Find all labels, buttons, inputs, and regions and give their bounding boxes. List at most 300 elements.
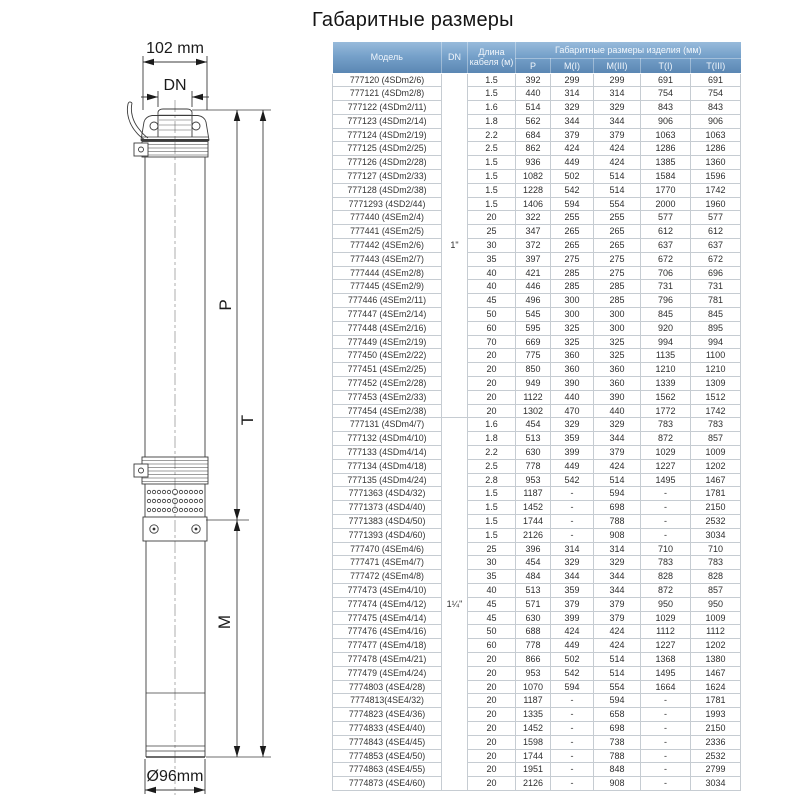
- dimension-value-cell: 1286: [691, 142, 741, 156]
- dimension-value-cell: 470: [551, 404, 594, 418]
- motor-body: [146, 541, 205, 757]
- dimension-value-cell: 1742: [691, 404, 741, 418]
- cable-length-cell: 20: [468, 390, 516, 404]
- header-dn: DN: [442, 42, 468, 73]
- dimension-value-cell: 1187: [516, 487, 551, 501]
- cable-length-cell: 1.5: [468, 73, 516, 87]
- model-cell: 777442 (4SEm2/6): [333, 239, 442, 253]
- dimension-value-cell: 1495: [641, 473, 691, 487]
- dimension-value-cell: 3034: [691, 528, 741, 542]
- model-cell: 777134 (4SDm4/18): [333, 459, 442, 473]
- dimension-value-cell: 379: [551, 128, 594, 142]
- dn-group-cell: 1": [442, 73, 468, 418]
- cable-length-cell: 1.6: [468, 418, 516, 432]
- dimension-value-cell: 571: [516, 597, 551, 611]
- label-m: M: [215, 614, 234, 630]
- dimension-value-cell: 1122: [516, 390, 551, 404]
- model-cell: 7771293 (4SD2/44): [333, 197, 442, 211]
- cable-length-cell: 70: [468, 335, 516, 349]
- dimension-value-cell: 390: [551, 377, 594, 391]
- dimension-value-cell: 1744: [516, 749, 551, 763]
- dimension-value-cell: 594: [551, 680, 594, 694]
- dimension-value-cell: 514: [594, 666, 641, 680]
- dimension-value-cell: 440: [516, 87, 551, 101]
- dimension-value-cell: 325: [551, 321, 594, 335]
- dimension-value-cell: 1467: [691, 473, 741, 487]
- cable-length-cell: 20: [468, 708, 516, 722]
- dimension-value-cell: 672: [641, 252, 691, 266]
- table-row: [333, 556, 741, 570]
- dimension-value-cell: 255: [551, 211, 594, 225]
- dimension-value-cell: 440: [594, 404, 641, 418]
- dimension-value-cell: 502: [551, 652, 594, 666]
- dimension-value-cell: -: [641, 735, 691, 749]
- dimension-value-cell: 920: [641, 321, 691, 335]
- model-cell: 777473 (4SEm4/10): [333, 583, 442, 597]
- dimension-value-cell: 637: [691, 239, 741, 253]
- table-row: [333, 225, 741, 239]
- dimension-value-cell: 424: [551, 142, 594, 156]
- dimension-value-cell: 1772: [641, 404, 691, 418]
- dimension-value-cell: -: [641, 721, 691, 735]
- cable-length-cell: 40: [468, 280, 516, 294]
- dimension-value-cell: 379: [594, 128, 641, 142]
- cable-length-cell: 2.5: [468, 459, 516, 473]
- cable-length-cell: 30: [468, 556, 516, 570]
- dimension-value-cell: 612: [691, 225, 741, 239]
- cable-length-cell: 20: [468, 363, 516, 377]
- model-cell: 777445 (4SEm2/9): [333, 280, 442, 294]
- dimension-value-cell: 285: [594, 294, 641, 308]
- model-cell: 777476 (4SEm4/16): [333, 625, 442, 639]
- dimension-value-cell: 595: [516, 321, 551, 335]
- dimension-value-cell: 866: [516, 652, 551, 666]
- dimension-value-cell: 2799: [691, 763, 741, 777]
- table-row: [333, 87, 741, 101]
- cable-length-cell: 25: [468, 225, 516, 239]
- dimension-value-cell: -: [551, 721, 594, 735]
- dimension-value-cell: 1009: [691, 611, 741, 625]
- dimension-value-cell: 542: [551, 473, 594, 487]
- cable-length-cell: 1.5: [468, 170, 516, 184]
- dimension-value-cell: 688: [516, 625, 551, 639]
- dimension-m-line: [234, 520, 240, 757]
- table-row: [333, 335, 741, 349]
- dimension-value-cell: 857: [691, 583, 741, 597]
- dimension-value-cell: 754: [641, 87, 691, 101]
- dimension-value-cell: 300: [551, 294, 594, 308]
- dimension-value-cell: 850: [516, 363, 551, 377]
- table-row: [333, 377, 741, 391]
- dimension-value-cell: 300: [594, 308, 641, 322]
- dimension-value-cell: 344: [594, 432, 641, 446]
- dimension-value-cell: 1385: [641, 156, 691, 170]
- model-cell: 7771383 (4SD4/50): [333, 515, 442, 529]
- dimension-value-cell: 379: [594, 446, 641, 460]
- cable-length-cell: 20: [468, 749, 516, 763]
- dimension-value-cell: -: [641, 694, 691, 708]
- table-row: [333, 73, 741, 87]
- model-cell: 777474 (4SEm4/12): [333, 597, 442, 611]
- dimension-value-cell: 329: [594, 101, 641, 115]
- table-row: [333, 170, 741, 184]
- dimension-value-cell: 1993: [691, 708, 741, 722]
- dimension-value-cell: 949: [516, 377, 551, 391]
- dimension-value-cell: 265: [594, 225, 641, 239]
- header-m3: M(III): [594, 58, 641, 73]
- dimension-value-cell: 1286: [641, 142, 691, 156]
- label-dn: DN: [163, 77, 187, 94]
- dimension-value-cell: 637: [641, 239, 691, 253]
- dimension-value-cell: 872: [641, 432, 691, 446]
- cable-length-cell: 1.5: [468, 528, 516, 542]
- dimension-value-cell: 788: [594, 749, 641, 763]
- model-cell: 777446 (4SEm2/11): [333, 294, 442, 308]
- cable-length-cell: 20: [468, 763, 516, 777]
- cable-length-cell: 1.6: [468, 101, 516, 115]
- dn-group-cell: 1¼": [442, 418, 468, 791]
- dimension-value-cell: -: [551, 749, 594, 763]
- dimension-value-cell: 696: [691, 266, 741, 280]
- dimension-value-cell: 1339: [641, 377, 691, 391]
- dimension-value-cell: 1596: [691, 170, 741, 184]
- dimension-value-cell: 872: [641, 583, 691, 597]
- dimension-value-cell: 1009: [691, 446, 741, 460]
- dimension-value-cell: 1742: [691, 183, 741, 197]
- dimension-value-cell: 1202: [691, 639, 741, 653]
- cable-length-cell: 50: [468, 625, 516, 639]
- label-102mm: 102 mm: [146, 40, 204, 57]
- table-row: [333, 721, 741, 735]
- dimensions-table-body: [333, 73, 741, 790]
- dimension-value-cell: 1309: [691, 377, 741, 391]
- dimension-value-cell: 2532: [691, 515, 741, 529]
- dimension-value-cell: 630: [516, 446, 551, 460]
- dimension-value-cell: 562: [516, 114, 551, 128]
- dimension-value-cell: 1227: [641, 459, 691, 473]
- dimension-value-cell: 906: [691, 114, 741, 128]
- dimension-value-cell: 710: [641, 542, 691, 556]
- cable-length-cell: 40: [468, 266, 516, 280]
- model-cell: 777441 (4SEm2/5): [333, 225, 442, 239]
- table-row: [333, 363, 741, 377]
- dimension-value-cell: 953: [516, 473, 551, 487]
- header-t3: T(III): [691, 58, 741, 73]
- dimension-value-cell: 300: [551, 308, 594, 322]
- dimension-value-cell: 594: [594, 487, 641, 501]
- dimension-value-cell: 299: [551, 73, 594, 87]
- cable-length-cell: 45: [468, 294, 516, 308]
- model-cell: 777132 (4SDm4/10): [333, 432, 442, 446]
- dimension-value-cell: 731: [641, 280, 691, 294]
- dimension-value-cell: 1452: [516, 501, 551, 515]
- model-cell: 7774823 (4SE4/36): [333, 708, 442, 722]
- header-cable-length: Длина кабеля (м): [468, 42, 516, 73]
- dimension-value-cell: 424: [594, 142, 641, 156]
- dimension-value-cell: 2150: [691, 721, 741, 735]
- dimension-value-cell: 1406: [516, 197, 551, 211]
- cable-length-cell: 20: [468, 721, 516, 735]
- model-cell: 777451 (4SEm2/25): [333, 363, 442, 377]
- table-row: [333, 321, 741, 335]
- dimension-value-cell: 379: [551, 597, 594, 611]
- dimension-value-cell: 994: [641, 335, 691, 349]
- dimension-value-cell: 1100: [691, 349, 741, 363]
- model-cell: 777479 (4SEm4/24): [333, 666, 442, 680]
- model-cell: 777454 (4SEm2/38): [333, 404, 442, 418]
- dimension-value-cell: 359: [551, 583, 594, 597]
- dimension-value-cell: 285: [594, 280, 641, 294]
- dimension-value-cell: 2336: [691, 735, 741, 749]
- dimension-value-cell: 514: [594, 170, 641, 184]
- cable-length-cell: 2.2: [468, 446, 516, 460]
- table-row: [333, 528, 741, 542]
- dimension-value-cell: 1210: [691, 363, 741, 377]
- header-dimensions-group: Габаритные размеры изделия (мм): [516, 42, 741, 58]
- dimension-value-cell: 2000: [641, 197, 691, 211]
- model-cell: 777128 (4SDm2/38): [333, 183, 442, 197]
- cable-length-cell: 20: [468, 666, 516, 680]
- table-row: [333, 142, 741, 156]
- dimension-value-cell: 936: [516, 156, 551, 170]
- cable-length-cell: 60: [468, 639, 516, 653]
- dimension-value-cell: 908: [594, 528, 641, 542]
- dimension-value-cell: 994: [691, 335, 741, 349]
- dimension-value-cell: 424: [594, 625, 641, 639]
- dimension-value-cell: -: [641, 763, 691, 777]
- table-row: [333, 418, 741, 432]
- dimension-value-cell: 1495: [641, 666, 691, 680]
- dimension-value-cell: 255: [594, 211, 641, 225]
- dimension-value-cell: 329: [551, 418, 594, 432]
- dimension-value-cell: -: [641, 777, 691, 791]
- dimension-value-cell: -: [551, 763, 594, 777]
- dimension-value-cell: 285: [551, 280, 594, 294]
- dimension-value-cell: 783: [691, 556, 741, 570]
- dimension-value-cell: 275: [551, 252, 594, 266]
- dimension-value-cell: 1598: [516, 735, 551, 749]
- dimension-value-cell: 344: [551, 570, 594, 584]
- dimension-value-cell: 672: [691, 252, 741, 266]
- dimension-value-cell: 454: [516, 418, 551, 432]
- dimension-value-cell: 775: [516, 349, 551, 363]
- dimension-value-cell: -: [641, 515, 691, 529]
- model-cell: 777131 (4SDm4/7): [333, 418, 442, 432]
- model-cell: 777447 (4SEm2/14): [333, 308, 442, 322]
- cable-length-cell: 20: [468, 694, 516, 708]
- dimension-value-cell: 796: [641, 294, 691, 308]
- model-cell: 7774813(4SE4/32): [333, 694, 442, 708]
- dimension-value-cell: 953: [516, 666, 551, 680]
- dimension-value-cell: 1744: [516, 515, 551, 529]
- model-cell: 777124 (4SDm2/19): [333, 128, 442, 142]
- model-cell: 7771363 (4SD4/32): [333, 487, 442, 501]
- dimension-value-cell: 754: [691, 87, 741, 101]
- model-cell: 777133 (4SDm4/14): [333, 446, 442, 460]
- label-p: P: [216, 299, 235, 311]
- model-cell: 777450 (4SEm2/22): [333, 349, 442, 363]
- dimension-value-cell: 446: [516, 280, 551, 294]
- cable-length-cell: 30: [468, 239, 516, 253]
- cable-length-cell: 20: [468, 404, 516, 418]
- model-cell: 777135 (4SDm4/24): [333, 473, 442, 487]
- dimension-value-cell: 360: [551, 349, 594, 363]
- dimension-value-cell: 738: [594, 735, 641, 749]
- cable-length-cell: 45: [468, 597, 516, 611]
- dimension-value-cell: 1360: [691, 156, 741, 170]
- table-row: [333, 501, 741, 515]
- dimension-value-cell: 1187: [516, 694, 551, 708]
- table-row: [333, 280, 741, 294]
- dimension-value-cell: -: [551, 777, 594, 791]
- dimension-value-cell: 845: [691, 308, 741, 322]
- dimension-value-cell: 1210: [641, 363, 691, 377]
- dimension-value-cell: -: [641, 708, 691, 722]
- dimension-value-cell: 285: [551, 266, 594, 280]
- dimension-value-cell: 329: [551, 556, 594, 570]
- cable-length-cell: 20: [468, 777, 516, 791]
- table-row: [333, 156, 741, 170]
- dimension-value-cell: 1063: [691, 128, 741, 142]
- dimension-value-cell: 325: [594, 335, 641, 349]
- table-row: [333, 252, 741, 266]
- dimension-value-cell: -: [641, 501, 691, 515]
- label-t: T: [238, 414, 257, 426]
- dimension-value-cell: 554: [594, 197, 641, 211]
- cable-length-cell: 25: [468, 542, 516, 556]
- header-p: P: [516, 58, 551, 73]
- cable-length-cell: 50: [468, 308, 516, 322]
- dimension-value-cell: 778: [516, 639, 551, 653]
- dimension-value-cell: 828: [641, 570, 691, 584]
- dimension-value-cell: 1770: [641, 183, 691, 197]
- cable-length-cell: 20: [468, 652, 516, 666]
- table-row: [333, 197, 741, 211]
- cable-length-cell: 20: [468, 735, 516, 749]
- dimension-value-cell: 908: [594, 777, 641, 791]
- dimension-value-cell: 843: [641, 101, 691, 115]
- cable-length-cell: 20: [468, 349, 516, 363]
- cable-length-cell: 20: [468, 377, 516, 391]
- table-row: [333, 708, 741, 722]
- upper-clamp-band: [134, 142, 208, 158]
- table-row: [333, 777, 741, 791]
- table-row: [333, 542, 741, 556]
- dimension-value-cell: 379: [594, 597, 641, 611]
- model-cell: 777444 (4SEm2/8): [333, 266, 442, 280]
- table-row: [333, 473, 741, 487]
- dimension-value-cell: 2126: [516, 777, 551, 791]
- dimension-value-cell: 359: [551, 432, 594, 446]
- dimension-value-cell: -: [551, 501, 594, 515]
- dimension-value-cell: 314: [594, 87, 641, 101]
- dimension-value-cell: 1228: [516, 183, 551, 197]
- table-row: [333, 390, 741, 404]
- table-row: [333, 487, 741, 501]
- dimension-value-cell: 1335: [516, 708, 551, 722]
- cable-length-cell: 2.8: [468, 473, 516, 487]
- model-cell: 7774873 (4SE4/60): [333, 777, 442, 791]
- table-row: [333, 763, 741, 777]
- table-header: [333, 42, 741, 73]
- dimension-value-cell: 449: [551, 156, 594, 170]
- dimension-value-cell: 783: [691, 418, 741, 432]
- dimension-t-line: [260, 110, 266, 757]
- table-row: [333, 114, 741, 128]
- cable-length-cell: 20: [468, 680, 516, 694]
- table-row: [333, 694, 741, 708]
- model-cell: 7771373 (4SD4/40): [333, 501, 442, 515]
- table-row: [333, 666, 741, 680]
- model-cell: 777475 (4SEm4/14): [333, 611, 442, 625]
- dimension-value-cell: 396: [516, 542, 551, 556]
- dimension-value-cell: 783: [641, 556, 691, 570]
- dimension-value-cell: 397: [516, 252, 551, 266]
- header-t1: T(I): [641, 58, 691, 73]
- dimension-value-cell: 1584: [641, 170, 691, 184]
- model-cell: 777120 (4SDm2/6): [333, 73, 442, 87]
- header-m1: M(I): [551, 58, 594, 73]
- dimension-value-cell: 1951: [516, 763, 551, 777]
- cable-length-cell: 45: [468, 611, 516, 625]
- model-cell: 777453 (4SEm2/33): [333, 390, 442, 404]
- model-cell: 777125 (4SDm2/25): [333, 142, 442, 156]
- table-row: [333, 128, 741, 142]
- dimension-value-cell: 449: [551, 639, 594, 653]
- dimension-value-cell: 314: [594, 542, 641, 556]
- dimension-value-cell: 542: [551, 183, 594, 197]
- dimension-value-cell: -: [551, 694, 594, 708]
- power-cable: [127, 102, 148, 140]
- dimension-value-cell: 514: [594, 652, 641, 666]
- dimension-value-cell: 496: [516, 294, 551, 308]
- cable-length-cell: 1.5: [468, 501, 516, 515]
- dimension-value-cell: 421: [516, 266, 551, 280]
- dimension-value-cell: 275: [594, 266, 641, 280]
- dimension-value-cell: 950: [691, 597, 741, 611]
- dimension-value-cell: 449: [551, 459, 594, 473]
- dimension-value-cell: 344: [594, 583, 641, 597]
- dimension-value-cell: 1227: [641, 639, 691, 653]
- dimension-value-cell: 275: [594, 252, 641, 266]
- dimension-value-cell: 344: [594, 114, 641, 128]
- table-row: [333, 446, 741, 460]
- table-row: [333, 583, 741, 597]
- dimension-value-cell: 698: [594, 721, 641, 735]
- model-cell: 7774863 (4SE4/55): [333, 763, 442, 777]
- dimension-value-cell: 265: [551, 225, 594, 239]
- dimensions-table: [332, 42, 741, 791]
- dimension-value-cell: 265: [594, 239, 641, 253]
- dimension-value-cell: 1562: [641, 390, 691, 404]
- dimension-value-cell: 329: [551, 101, 594, 115]
- dimension-value-cell: 424: [551, 625, 594, 639]
- model-cell: 7774803 (4SE4/28): [333, 680, 442, 694]
- dimension-value-cell: 542: [551, 666, 594, 680]
- dimension-value-cell: 3034: [691, 777, 741, 791]
- dimension-value-cell: 658: [594, 708, 641, 722]
- cable-length-cell: 1.8: [468, 114, 516, 128]
- dimension-value-cell: 1029: [641, 611, 691, 625]
- model-cell: 777122 (4SDm2/11): [333, 101, 442, 115]
- dimension-value-cell: -: [641, 528, 691, 542]
- model-cell: 7771393 (4SD4/60): [333, 528, 442, 542]
- dimension-value-cell: 2126: [516, 528, 551, 542]
- dimension-value-cell: 691: [691, 73, 741, 87]
- dimension-value-cell: 594: [594, 694, 641, 708]
- dimension-value-cell: 2532: [691, 749, 741, 763]
- dimension-value-cell: -: [641, 749, 691, 763]
